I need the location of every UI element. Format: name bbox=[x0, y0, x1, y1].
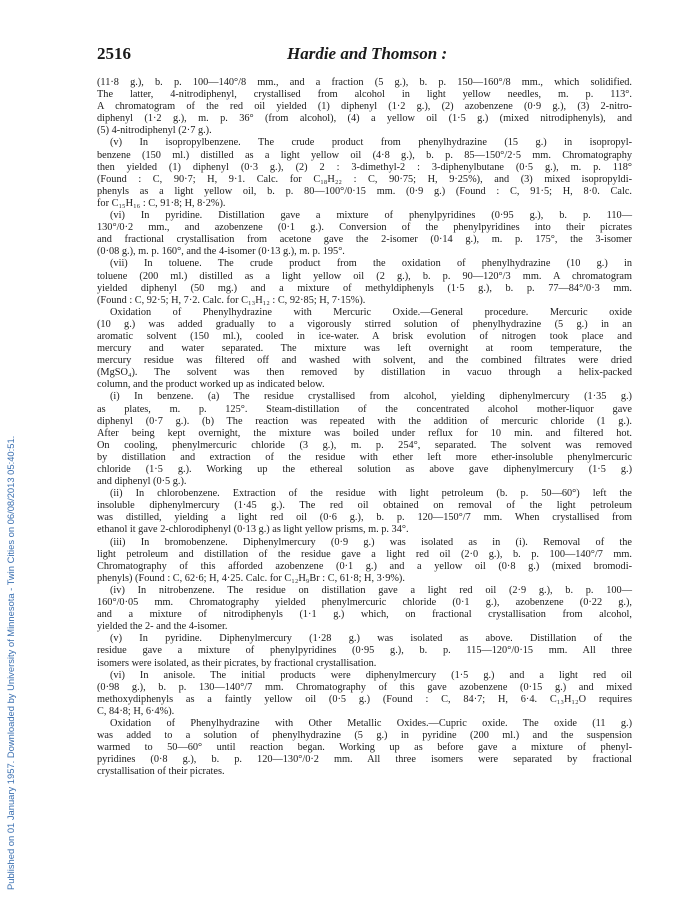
text-line: (11·8 g.), b. p. 100—140°/8 mm., and a fraction (5 g.), b. p. 150—160°/8 mm., which solidified. bbox=[97, 77, 632, 88]
text-line: On cooling, phenylmercuric chloride (3 g.), m. p. 254°, separated. The solvent was removed bbox=[97, 439, 632, 451]
text-line: (Found : C, 90·7; H, 9·1. Calc. for C₁₈H₂₂ : C, 90·75; H, 9·25%), and (3) mixed isopropyldi- bbox=[97, 173, 632, 185]
text-line: as plates, m. p. 125°. Steam-distillation of the concentrated alcohol mother-liquor gave bbox=[97, 403, 632, 415]
text-line: (vi) In anisole. The initial products were diphenylmercury (1·5 g.) and a light red oil bbox=[110, 669, 632, 681]
text-line: methoxydiphenyls as a faintly yellow oil (0·5 g.) (Found : C, 84·7; H, 6·4. C₁₃H₁₂O requires bbox=[97, 693, 632, 705]
text-line: mercury and water separated. The mixture was left overnight at room temperature, the bbox=[97, 343, 632, 355]
text-line: 130°/0·2 mm., and azobenzene (0·1 g.). Conversion of the phenylpyridines into their picrates bbox=[97, 222, 632, 234]
text-line: phenyls as a light yellow oil, b. p. 80—100°/0·15 mm. (0·9 g.) (Found : C, 91·5; H, 8·0. Calc. bbox=[97, 185, 632, 197]
body-text bbox=[97, 77, 632, 778]
text-line: diphenyl (1·2 g.), m. p. 36° (from alcohol), (4) a yellow oil (1·5 g.) (mixed nitrodiphenyls), and bbox=[97, 113, 632, 125]
text-line: crystallisation of their picrates. bbox=[97, 766, 225, 778]
text-line: toluene (200 ml.) distilled as a light yellow oil (2 g.), b. p. 90—120°/3 mm. A chromatogram bbox=[97, 270, 632, 282]
publication-sidebar-note bbox=[4, 100, 18, 890]
text-line: (v) In pyridine. Diphenylmercury (1·28 g.) was isolated as above. Distillation of the bbox=[110, 633, 632, 645]
text-line: (i) In benzene. (a) The residue crystallised from alcohol, yielding diphenylmercury (1·35 g.) bbox=[110, 391, 632, 403]
text-line: then yielded (1) diphenyl (0·3 g.), (2) 2 : 3-dimethyl-2 : 3-diphenylbutane (0·5 g.), m. p. 118° bbox=[97, 161, 632, 173]
text-line: by distillation and extraction of the residue with ether left more ether-insoluble phenylmercuric bbox=[97, 451, 632, 463]
text-line: (ii) In chlorobenzene. Extraction of the residue with light petroleum (b. p. 50—60°) left the bbox=[110, 488, 632, 500]
text-line: (0·98 g.), b. p. 130—140°/7 mm. Chromatography of this gave azobenzene (0·15 g.) and mixed bbox=[97, 681, 632, 693]
text-line: A chromatogram of the red oil yielded (1) diphenyl (1·2 g.), (2) azobenzene (0·9 g.), (3) 2-nitro- bbox=[97, 101, 632, 113]
text-line: chloride (1·5 g.). Working up the ethereal solution as above gave diphenylmercury (1·5 g.) bbox=[97, 464, 632, 475]
text-line: and fractional crystallisation from acetone gave the 2-isomer (0·14 g.), m. p. 175°, the 3-isomer bbox=[97, 234, 632, 246]
text-line: diphenyl (0·7 g.). (b) The reaction was repeated with the addition of mercuric chloride (1 g.). bbox=[97, 415, 632, 427]
text-line: and diphenyl (0·5 g.). bbox=[97, 476, 187, 488]
text-line: (Found : C, 92·5; H, 7·2. Calc. for C₁₃H₁₂ : C, 92·85; H, 7·15%). bbox=[97, 294, 366, 306]
text-line: (MgSO₄). The solvent was then removed by distillation in vacuo through a helix-packed bbox=[97, 367, 632, 379]
text-line: ethanol it gave 2-chlorodiphenyl (0·13 g.) as light yellow prisms, m. p. 34°. bbox=[97, 524, 409, 536]
text-line: (v) In isopropylbenzene. The crude product from phenylhydrazine (15 g.) in isopropyl- bbox=[110, 137, 632, 149]
text-line: isomers were isolated, as their picrates, by fractional crystallisation. bbox=[97, 657, 377, 669]
text-line: was distilled, yielding a light red oil (0·6 g.), b. p. 120—150°/7 mm. When crystallised from bbox=[97, 512, 632, 524]
running-title: Hardie and Thomson : bbox=[287, 44, 448, 63]
text-line: (10 g.) was added gradually to a vigorously stirred solution of phenylhydrazine (5 g.) in an bbox=[97, 318, 632, 330]
text-line: residue gave a mixture of phenylpyridines (0·95 g.), b. p. 115—120°/0·15 mm. All three bbox=[97, 645, 632, 657]
page-number: 2516 bbox=[97, 44, 131, 63]
text-line: The latter, 4-nitrodiphenyl, crystallised from alcohol in light yellow needles, m. p. 113°. bbox=[97, 89, 632, 101]
text-line: (iii) In bromobenzene. Diphenylmercury (0·9 g.) was isolated as in (i). Removal of the bbox=[110, 536, 632, 548]
text-line: Chromatography of this afforded azobenzene (0·1 g.) and a yellow oil (0·8 g.) (mixed bromodi- bbox=[97, 560, 632, 572]
text-line: C, 84·8; H, 6·4%). bbox=[97, 705, 175, 717]
text-line: pyridines (0·8 g.), b. p. 120—130°/0·2 mm. All three isomers were separated by fractional bbox=[97, 754, 632, 766]
text-line: yielded diphenyl (50 mg.) and a mixture of methyldiphenyls (1·5 g.), b. p. 77—84°/0·3 mm. bbox=[97, 282, 632, 294]
text-line: aromatic solvent (150 ml.), cooled in ice-water. A brisk evolution of nitrogen took place and bbox=[97, 330, 632, 342]
text-line: yielded the 2- and the 4-isomer. bbox=[97, 621, 228, 633]
sidebar-note-text[interactable]: Published on 01 January 1957. Downloaded by University of Minnesota - Twin Cities on 06/08/2013 05:40:51. bbox=[5, 435, 16, 890]
text-line: After being kept overnight, the mixture was boiled under reflux for 10 min. and filtered hot. bbox=[97, 427, 632, 439]
text-line: and a mixture of nitrodiphenyls (1·1 g.) which, on fractional crystallisation from alcohol, bbox=[97, 609, 632, 621]
text-line: light petroleum and distillation of the residue gave a light red oil (2·0 g.), b. p. 100—140°/7 mm. bbox=[97, 548, 632, 560]
page-header bbox=[97, 44, 632, 66]
text-line: warmed to 50—60° until reaction began. Working up as before gave a mixture of phenyl- bbox=[97, 742, 632, 754]
text-line: column, and the product worked up as indicated below. bbox=[97, 379, 325, 391]
text-line: (5) 4-nitrodiphenyl (2·7 g.). bbox=[97, 125, 212, 137]
text-line: (vi) In pyridine. Distillation gave a mixture of phenylpyridines (0·95 g.), b. p. 110— bbox=[110, 210, 632, 222]
text-line: benzene (150 ml.) distilled as a light yellow oil (4·8 g.), b. p. 85—150°/2·5 mm. Chromatography bbox=[97, 149, 632, 161]
text-line: phenyls) (Found : C, 62·6; H, 4·25. Calc. for C₁₂H₉Br : C, 61·8; H, 3·9%). bbox=[97, 572, 405, 584]
text-line: Oxidation of Phenylhydrazine with Other Metallic Oxides.—Cupric oxide. The oxide (11 g.) bbox=[110, 717, 632, 729]
text-line: (vii) In toluene. The crude product from the oxidation of phenylhydrazine (10 g.) in bbox=[110, 258, 632, 270]
text-line: for C₁₅H₁₆ : C, 91·8; H, 8·2%). bbox=[97, 197, 226, 209]
text-line: was added to a solution of phenylhydrazine (5 g.) in pyridine (200 ml.) and the suspension bbox=[97, 730, 632, 742]
text-line: Oxidation of Phenylhydrazine with Mercuric Oxide.—General procedure. Mercuric oxide bbox=[110, 306, 632, 318]
text-line: 160°/0·05 mm. Chromatography yielded phenylmercuric chloride (0·1 g.), azobenzene (0·22 g.), bbox=[97, 597, 632, 609]
text-line: insoluble diphenylmercury (1·45 g.). The red oil obtained on removal of the light petroleum bbox=[97, 500, 632, 512]
text-line: (iv) In nitrobenzene. The residue on distillation gave a light red oil (2·9 g.), b. p. 100— bbox=[110, 584, 632, 596]
text-line: mercury residue was filtered off and washed with solvent, and the combined filtrates were dried bbox=[97, 355, 632, 367]
text-line: (0·08 g.), m. p. 160°, and the 4-isomer (0·13 g.), m. p. 195°. bbox=[97, 246, 345, 258]
